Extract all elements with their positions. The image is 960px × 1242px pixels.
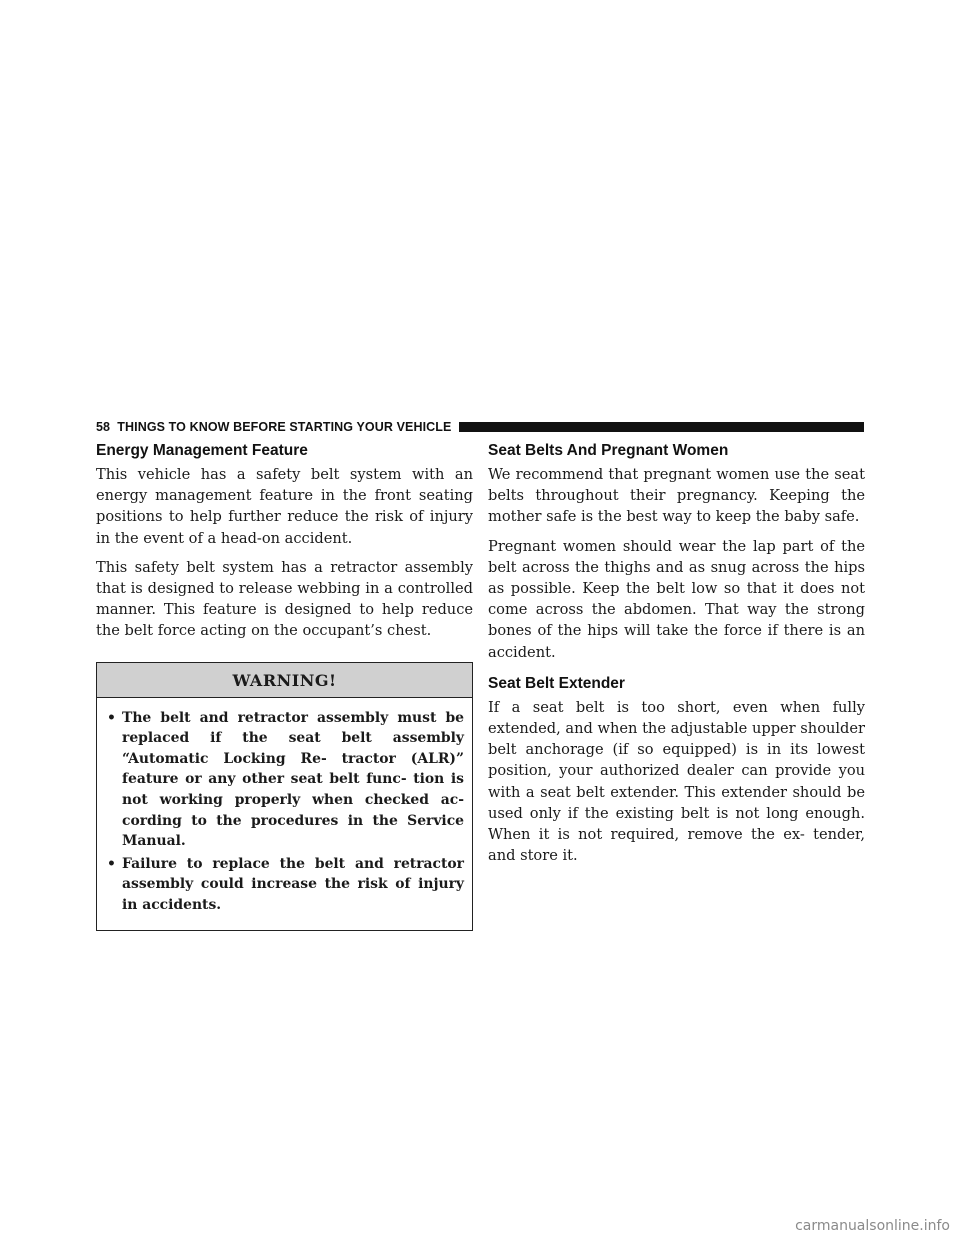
paragraph: This safety belt system has a retractor assembly that is designed to release webbing in a controlled manner. This feature is designed to help reduce the belt force acting on the occupant’s chest. [96,558,473,640]
bullet-icon: • [107,709,116,726]
warning-item [107,854,464,916]
pregnant-women-heading: Seat Belts And Pregnant Women [488,442,729,459]
warning-item-text: The belt and retractor assembly must be replaced if the seat belt assembly “Automatic Locking Re- tractor (ALR)” feature or any other seat belt func- tion is not working properly when checked ac- cording to the procedures in the Service Manual. [122,709,464,850]
watermark-text: carmanualsonline.info [795,1218,950,1234]
page-header-text [96,420,451,434]
header-rule-bar [459,422,864,432]
paragraph: If a seat belt is too short, even when fully extended, and when the adjustable upper shoulder belt anchorage (if so equipped) is in its lowest position, your authorized dealer can provide you with a seat belt extender. This extender should be used only if the existing belt is not long enough. When it is not required, remove the ex- tender, and store it. [488,698,865,865]
warning-box [96,662,473,931]
paragraph: This vehicle has a safety belt system with an energy management feature in the front seating positions to help further reduce the risk of injury in the event of a head-on accident. [96,466,473,547]
warning-title: WARNING! [97,663,472,698]
right-column [488,442,865,874]
bullet-icon: • [107,855,116,872]
section-title: THINGS TO KNOW BEFORE STARTING YOUR VEHICLE [117,420,452,434]
page-header [96,418,864,436]
warning-list [97,698,472,930]
paragraph: We recommend that pregnant women use the seat belts throughout their pregnancy. Keeping the mother safe is the best way to keep the baby safe. [488,466,865,526]
warning-item [107,708,464,852]
paragraph: Pregnant women should wear the lap part of the belt across the thighs and as snug across the hips as possible. Keep the belt low so that it does not come across the abdomen. That way the strong bones of the hips will take the force if there is an accident. [488,537,865,661]
warning-item-text: Failure to replace the belt and retractor assembly could increase the risk of injury in accidents. [122,855,464,913]
energy-management-heading: Energy Management Feature [96,442,308,459]
seat-belt-extender-heading: Seat Belt Extender [488,674,625,692]
page-number: 58 [96,420,111,434]
left-column [96,442,473,931]
